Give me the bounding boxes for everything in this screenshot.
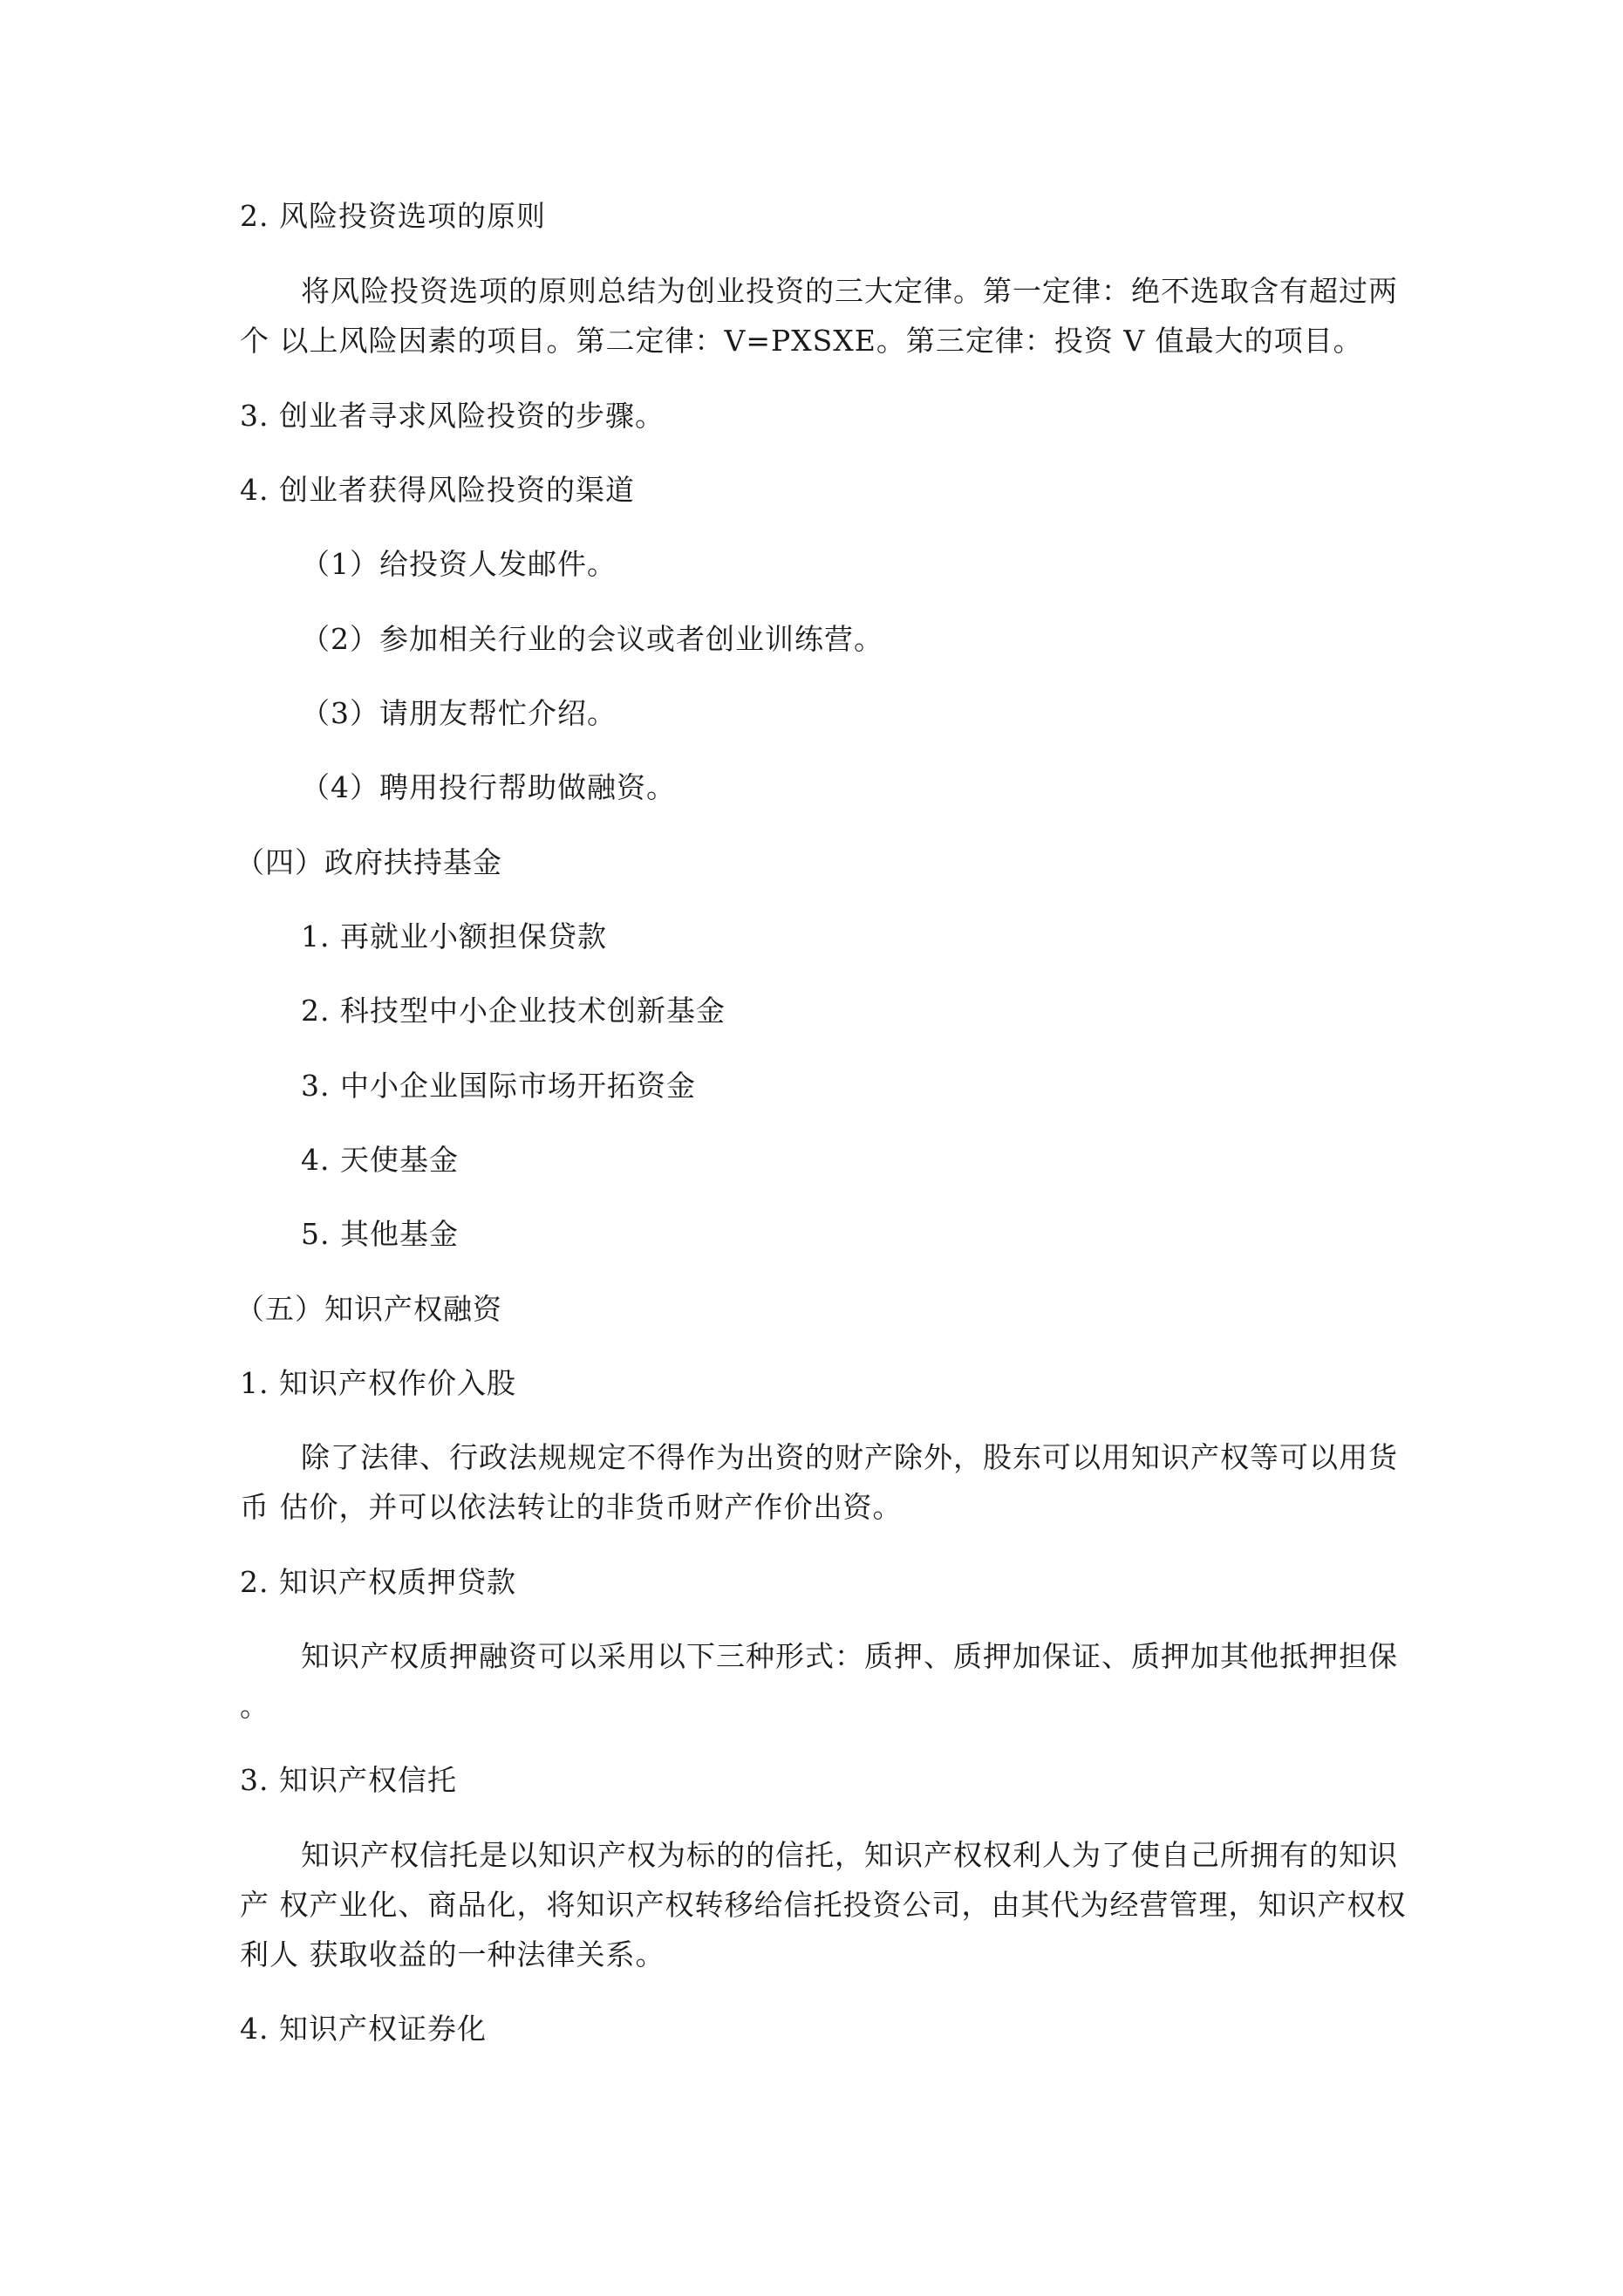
list-item-fund-1: 1. 再就业小额担保贷款 <box>301 919 607 953</box>
section-heading-government-funds: （四）政府扶持基金 <box>235 845 502 879</box>
heading-risk-investment-principles: 2. 风险投资选项的原则 <box>240 199 546 233</box>
heading-ip-equity: 1. 知识产权作价入股 <box>240 1366 516 1400</box>
paragraph-ip-pledge-line-2: 。 <box>240 1689 269 1723</box>
list-item-channel-1: （1）给投资人发邮件。 <box>301 547 617 581</box>
list-item-channel-2: （2）参加相关行业的会议或者创业训练营。 <box>301 622 883 656</box>
list-item-channel-3: （3）请朋友帮忙介绍。 <box>301 696 617 730</box>
heading-ip-trust: 3. 知识产权信托 <box>240 1763 457 1797</box>
paragraph-three-laws-line-1: 将风险投资选项的原则总结为创业投资的三大定律。第一定律：绝不选取含有超过两 <box>301 274 1398 308</box>
heading-ip-pledge-loan: 2. 知识产权质押贷款 <box>240 1565 516 1599</box>
paragraph-three-laws-line-2: 个 以上风险因素的项目。第二定律：V=PXSXE。第三定律：投资 V 值最大的项目。 <box>240 324 1363 358</box>
section-heading-ip-financing: （五）知识产权融资 <box>235 1292 502 1326</box>
list-item-fund-4: 4. 天使基金 <box>301 1143 459 1177</box>
paragraph-ip-trust-line-3: 利人 获取收益的一种法律关系。 <box>240 1937 665 1971</box>
paragraph-ip-trust-line-1: 知识产权信托是以知识产权为标的的信托，知识产权权利人为了使自己所拥有的知识 <box>301 1838 1398 1872</box>
list-item-fund-5: 5. 其他基金 <box>301 1217 459 1251</box>
list-item-channel-4: （4）聘用投行帮助做融资。 <box>301 770 676 804</box>
paragraph-ip-trust-line-2: 产 权产业化、商品化，将知识产权转移给信托投资公司，由其代为经营管理，知识产权权 <box>240 1888 1407 1922</box>
paragraph-ip-equity-line-1: 除了法律、行政法规规定不得作为出资的财产除外，股东可以用知识产权等可以用货 <box>301 1440 1398 1474</box>
paragraph-ip-pledge-line-1: 知识产权质押融资可以采用以下三种形式：质押、质押加保证、质押加其他抵押担保 <box>301 1639 1398 1673</box>
heading-steps-seeking-investment: 3. 创业者寻求风险投资的步骤。 <box>240 399 665 433</box>
heading-ip-securitization: 4. 知识产权证券化 <box>240 2012 487 2046</box>
heading-investment-channels: 4. 创业者获得风险投资的渠道 <box>240 473 635 507</box>
list-item-fund-2: 2. 科技型中小企业技术创新基金 <box>301 994 726 1028</box>
paragraph-ip-equity-line-2: 币 估价，并可以依法转让的非货币财产作价出资。 <box>240 1490 903 1524</box>
list-item-fund-3: 3. 中小企业国际市场开拓资金 <box>301 1069 696 1103</box>
